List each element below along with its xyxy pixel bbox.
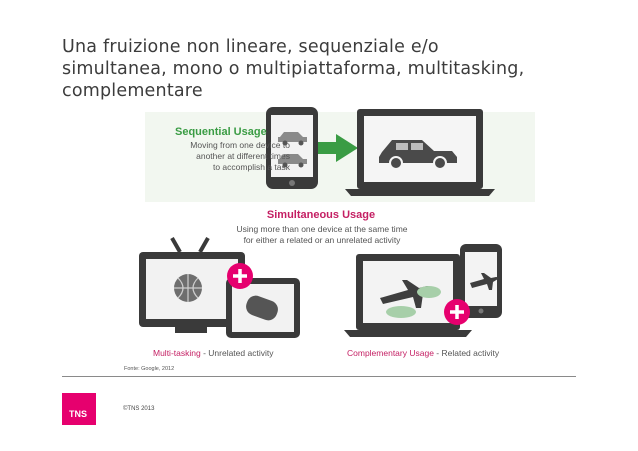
logo-text: TNS [69,409,87,419]
sequential-usage-description: Moving from one device to another at different times to accomplish a task [190,140,290,172]
source-note: Fonte: Google, 2012 [124,366,175,372]
plus-badge-icon [227,263,253,289]
multitasking-label: Multi-tasking [153,348,201,358]
sequential-usage-title: Sequential Usage [175,126,267,138]
multitasking-caption [153,348,273,358]
copyright-text: ©TNS 2013 [123,406,155,412]
basketball-icon [174,274,202,302]
multitasking-suffix: - Unrelated activity [200,348,274,358]
tns-logo [62,393,96,425]
complementary-suffix: - Related activity [433,348,500,358]
slide-title: Una fruizione non lineare, sequenziale e/o simultanea, mono o multipiattaforma, multitasking, complementare [62,37,525,101]
simultaneous-usage-description: Using more than one device at the same time for either a related or an unrelated activity [236,224,408,245]
simultaneous-usage-title: Simultaneous Usage [266,209,376,221]
complementary-label: Complementary Usage [347,348,434,358]
footer-divider [62,376,576,377]
plus-badge-icon [444,299,470,325]
complementary-caption [347,348,499,358]
